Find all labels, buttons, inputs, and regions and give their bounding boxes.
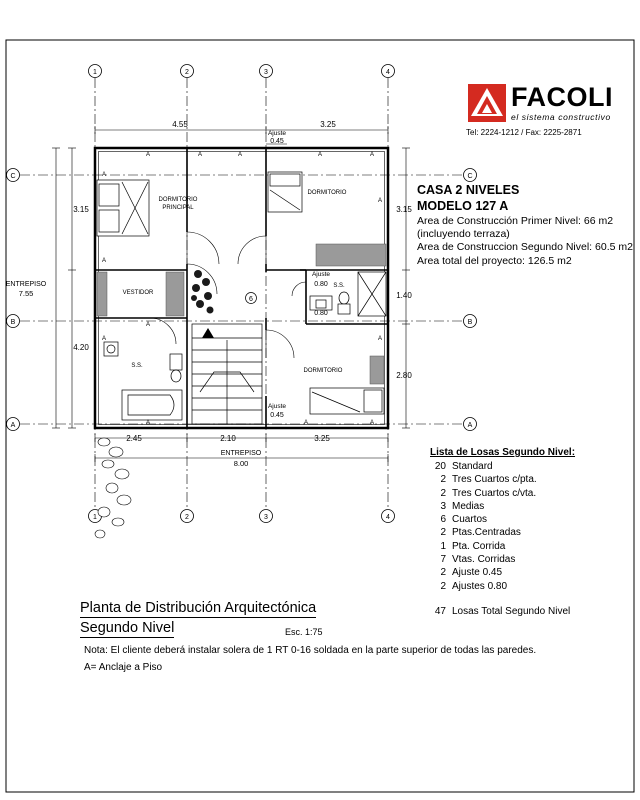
project-model: MODELO 127 A bbox=[417, 199, 509, 213]
dim-top-a: 4.55 bbox=[172, 120, 188, 129]
area-first: Area de Construcción Primer Nivel: 66 m2 bbox=[417, 215, 614, 227]
list-item: 2 Ajustes 0.80 bbox=[440, 580, 508, 592]
dim-total-left: 7.55 bbox=[18, 289, 34, 298]
list-item: 20 Standard bbox=[434, 461, 493, 472]
plan-title-line1: Planta de Distribución Arquitectónica bbox=[80, 600, 317, 616]
grid-label: 2 bbox=[185, 69, 189, 76]
svg-text:A: A bbox=[101, 258, 107, 264]
dim-entrepiso-left: ENTREPISO bbox=[5, 281, 47, 288]
dim-right-b: 1.40 bbox=[396, 291, 412, 300]
grid-bubble-bottom-4 bbox=[382, 510, 395, 523]
list-item: 2 Ptas.Centradas bbox=[440, 527, 521, 539]
dim-entrepiso-bottom: ENTREPISO bbox=[220, 450, 262, 457]
area-second: Area de Construccion Segundo Nivel: 60.5 m2 bbox=[417, 241, 633, 253]
grid-bubble-right-a bbox=[464, 418, 477, 431]
dim-ajuste-mid-val: 0.80 bbox=[314, 281, 328, 288]
grid-label: 1 bbox=[93, 514, 97, 521]
grid-bubble-left-a bbox=[7, 418, 20, 431]
list-item: 6 Cuartos bbox=[440, 514, 488, 526]
dim-right-a: 3.15 bbox=[396, 205, 412, 214]
svg-text:A: A bbox=[197, 152, 203, 158]
svg-text:A: A bbox=[145, 152, 151, 158]
grid-bubble-top-1 bbox=[89, 65, 102, 78]
note-text: Nota: El cliente deberá instalar solera de 1 RT 0-16 soldada en la parte superior de todas las paredes. bbox=[84, 645, 537, 656]
room-label-master-sub: PRINCIPAL bbox=[162, 205, 194, 211]
svg-text:A: A bbox=[377, 336, 383, 342]
grid-bubble-top-3 bbox=[260, 65, 273, 78]
svg-text:A: A bbox=[303, 420, 309, 426]
grid-label: A bbox=[10, 422, 16, 429]
grid-label: 3 bbox=[264, 69, 268, 76]
bed-se bbox=[310, 388, 384, 414]
svg-text:A: A bbox=[145, 322, 151, 328]
bed-master bbox=[97, 180, 149, 236]
room-label-bath-w: S.S. bbox=[131, 363, 143, 369]
stair-tag: 6 bbox=[249, 296, 253, 303]
dim-ajuste-bot-val: 0.45 bbox=[270, 412, 284, 419]
grid-label: 3 bbox=[264, 514, 268, 521]
dim-ajuste-top: Ajuste bbox=[267, 130, 287, 137]
grid-bubble-left-b bbox=[7, 315, 20, 328]
list-item: 3 Medias bbox=[440, 500, 485, 512]
brand-block bbox=[511, 84, 613, 122]
svg-text:A: A bbox=[237, 152, 243, 158]
list-item: 1 Pta. Corrida bbox=[440, 540, 506, 552]
bed-ne bbox=[268, 172, 302, 212]
room-label-vestidor: VESTIDOR bbox=[122, 290, 154, 296]
grid-bubble-bottom-2 bbox=[181, 510, 194, 523]
room-label-master: DORMITORIO bbox=[158, 197, 198, 203]
brand-tagline: el sistema constructivo bbox=[511, 112, 611, 122]
svg-text:A: A bbox=[145, 420, 151, 426]
dim-ajuste-bot: Ajuste bbox=[267, 403, 287, 410]
dim-bottom-a: 2.45 bbox=[126, 434, 142, 443]
grid-bubble-right-b bbox=[464, 315, 477, 328]
stair bbox=[192, 324, 262, 424]
grid-label: 2 bbox=[185, 514, 189, 521]
grid-label: 1 bbox=[93, 69, 97, 76]
dim-left-b: 4.20 bbox=[73, 343, 89, 352]
svg-text:A: A bbox=[369, 152, 375, 158]
list-item: 7 Vtas. Corridas bbox=[440, 554, 516, 566]
dim-ajuste-top-val: 0.45 bbox=[270, 138, 284, 145]
room-label-bedroom-ne: DORMITORIO bbox=[307, 190, 347, 196]
room-label-bedroom-se: DORMITORIO bbox=[303, 368, 343, 374]
grid-label: 4 bbox=[386, 69, 390, 76]
grid-label: B bbox=[10, 319, 16, 326]
dim-top-b: 3.25 bbox=[320, 120, 336, 129]
bath-fixtures-west bbox=[104, 342, 182, 420]
slab-total: 47 Losas Total Segundo Nivel bbox=[434, 606, 571, 617]
grid-bubble-top-2 bbox=[181, 65, 194, 78]
grid-label: B bbox=[467, 319, 473, 326]
grid-bubble-bottom-3 bbox=[260, 510, 273, 523]
dim-left-a: 3.15 bbox=[73, 205, 89, 214]
svg-text:A: A bbox=[101, 336, 107, 342]
list-item: 2 Tres Cuartos c/vta. bbox=[440, 487, 537, 499]
svg-text:A: A bbox=[317, 152, 323, 158]
area-first-note: (incluyendo terraza) bbox=[417, 228, 510, 240]
slab-list-heading: Lista de Losas Segundo Nivel: bbox=[430, 447, 576, 458]
dim-total-bottom: 8.00 bbox=[233, 459, 249, 468]
anchor-legend: A= Anclaje a Piso bbox=[84, 662, 163, 673]
plan-title-line2: Segundo Nivel bbox=[80, 620, 175, 636]
list-item: 2 Ajuste 0.45 bbox=[440, 567, 503, 579]
svg-text:A: A bbox=[369, 420, 375, 426]
brand-contact: Tel: 2224-1212 / Fax: 2225-2871 bbox=[466, 128, 582, 137]
dim-ajuste-mid2-val: 0.80 bbox=[314, 310, 328, 317]
dim-right-c: 2.80 bbox=[396, 371, 412, 380]
stair-arrow-icon bbox=[202, 328, 214, 338]
grid-bubble-top-4 bbox=[382, 65, 395, 78]
slab-list bbox=[430, 461, 537, 594]
list-item: 2 Tres Cuartos c/pta. bbox=[440, 474, 537, 486]
grid-label: A bbox=[467, 422, 473, 429]
plan-scale: Esc. 1:75 bbox=[285, 627, 323, 637]
bath-fixtures-east bbox=[310, 272, 386, 316]
dim-bottom-c: 3.25 bbox=[314, 434, 330, 443]
dim-ajuste-mid: Ajuste bbox=[311, 271, 331, 278]
area-total: Area total del proyecto: 126.5 m2 bbox=[417, 255, 572, 267]
room-label-bath-e: S.S. bbox=[333, 283, 345, 289]
svg-text:A: A bbox=[377, 198, 383, 204]
brand-name: FACOLI bbox=[511, 82, 613, 112]
facoli-logo-icon bbox=[468, 84, 506, 122]
garden-stones-icon bbox=[95, 438, 131, 538]
svg-text:A: A bbox=[101, 172, 107, 178]
grid-bubble-left-c bbox=[7, 169, 20, 182]
grid-bubble-right-c bbox=[464, 169, 477, 182]
project-title: CASA 2 NIVELES bbox=[417, 183, 520, 197]
grid-label: C bbox=[10, 173, 16, 180]
grid-label: 4 bbox=[386, 514, 390, 521]
plant-icon bbox=[191, 270, 214, 314]
grid-label: C bbox=[467, 173, 473, 180]
dim-bottom-b: 2.10 bbox=[220, 434, 236, 443]
